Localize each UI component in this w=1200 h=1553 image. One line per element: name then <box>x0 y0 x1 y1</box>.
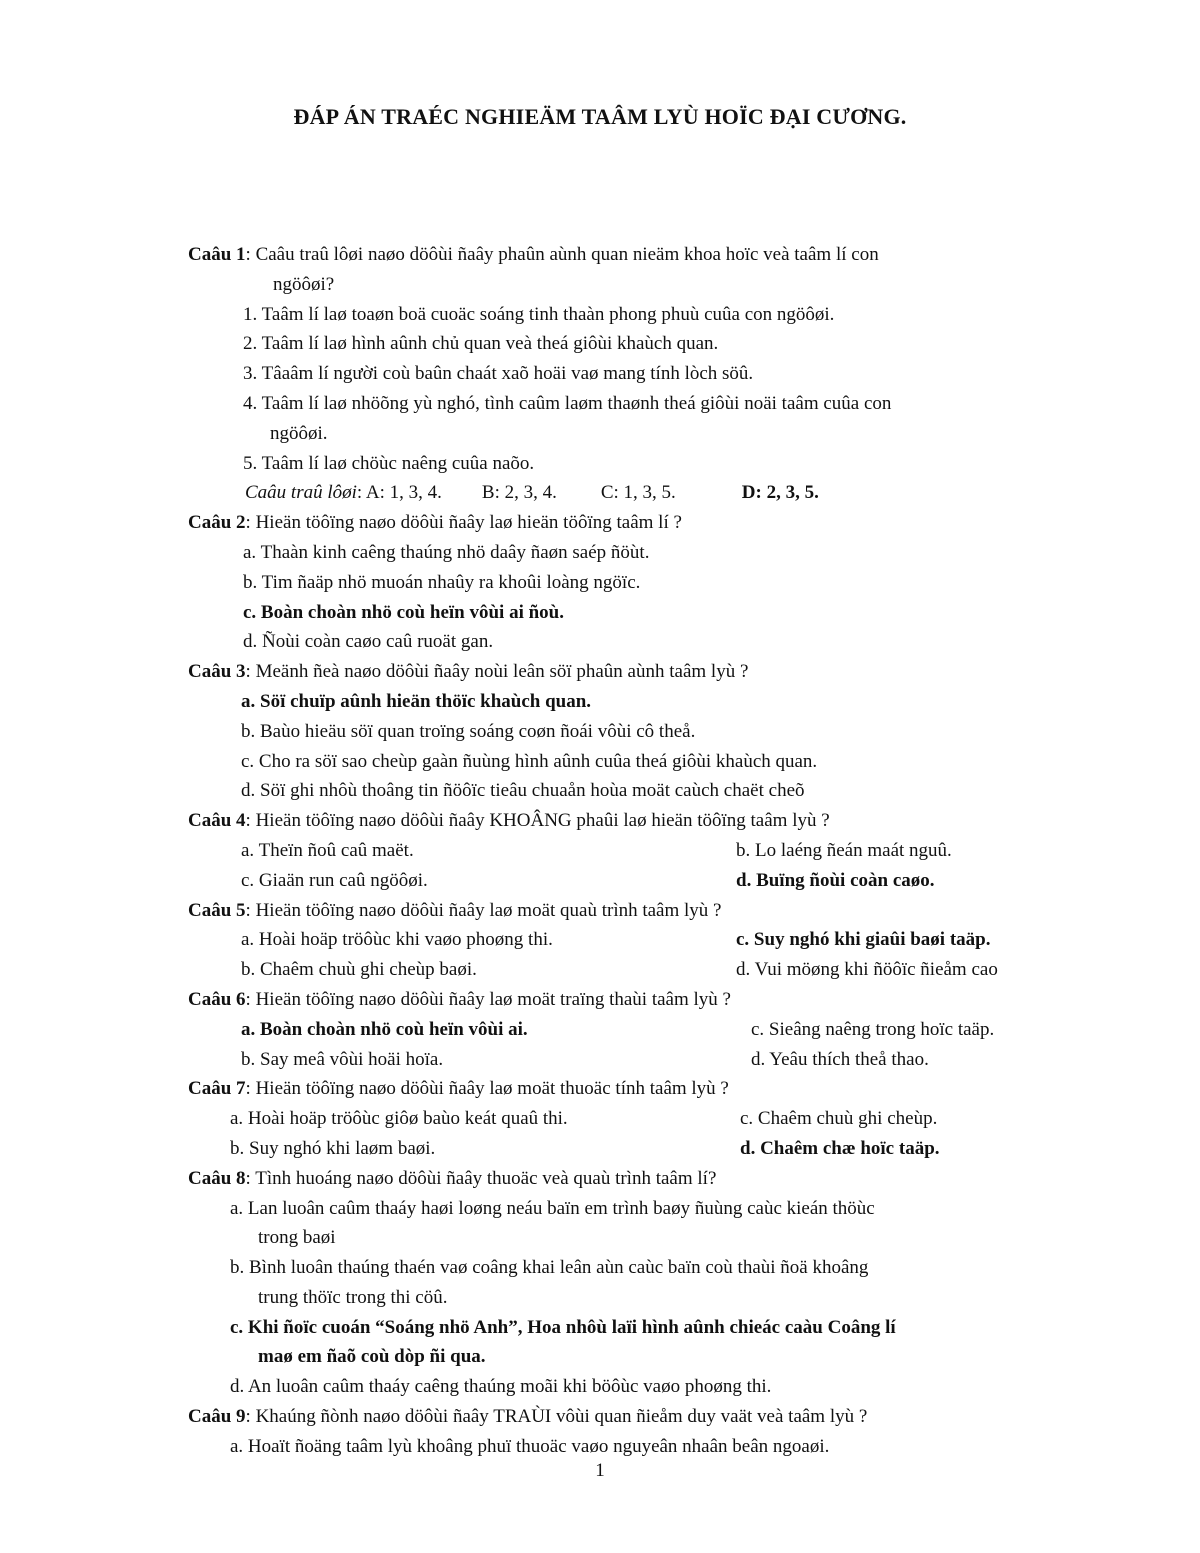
answer-label: Caâu traû lôøi <box>245 482 357 504</box>
statement-4: 4. Taâm lí laø nhöõng yù nghó, tình caûm laøm thaønh theá giôùi noäi taâm cuûa con <box>243 392 892 414</box>
option-a: a. Hoài hoäp tröôùc giôø baùo keát quaû thi. <box>230 1108 568 1130</box>
answer-option-b: B: 2, 3, 4. <box>481 482 557 504</box>
question-9 <box>188 1402 1063 1432</box>
option-b: b. Suy nghó khi laøm baøi. <box>230 1137 436 1159</box>
option-b-continued: trung thöïc trong thi cöû. <box>258 1286 448 1308</box>
option-c: c. Chaêm chuù ghi cheùp. <box>740 1108 938 1130</box>
question-text: : Hieän töôïng naøo döôùi ñaây laø moät quaù trình taâm lyù ? <box>245 899 722 921</box>
question-text: : Hieän töôïng naøo döôùi ñaây KHOÂNG phaûi laø hieän töôïng taâm lyù ? <box>245 810 830 832</box>
options-row-2 <box>188 866 1063 896</box>
option-b: b. Say meâ vôùi hoäi hoïa. <box>241 1048 444 1070</box>
statement-1: 1. Taâm lí laø toaøn boä cuoäc soáng tinh thaàn phong phuù cuûa con ngöôøi. <box>243 303 835 325</box>
options-row-2 <box>188 955 1063 985</box>
question-text: : Hieän töôïng naøo döôùi ñaây laø hieän töôïng taâm lí ? <box>245 512 682 534</box>
option-c-correct: c. Boàn choàn nhö coù heïn vôùi ai ñoù. <box>243 601 564 623</box>
statement-4-continued: ngöôøi. <box>270 422 328 444</box>
option-d: d. An luoân caûm thaáy caêng thaúng moãi khi böôùc vaøo phoøng thi. <box>230 1376 772 1398</box>
option-d: d. Ñoùi coàn caøo caû ruoät gan. <box>243 631 494 653</box>
question-label: Caâu 8 <box>188 1167 246 1189</box>
question-label: Caâu 2 <box>188 512 246 534</box>
question-text: : Khaúng ñònh naøo döôùi ñaây TRAÙI vôùi quan ñieåm duy vaät veà taâm lyù ? <box>245 1406 868 1428</box>
answer-option-c: C: 1, 3, 5. <box>600 482 676 504</box>
options-row-1 <box>188 836 1063 866</box>
option-a-correct: a. Söï chuïp aûnh hieän thöïc khaùch quan. <box>241 690 592 712</box>
question-3 <box>188 657 1063 687</box>
option-a-correct: a. Boàn choàn nhö coù heïn vôùi ai. <box>241 1018 528 1040</box>
answer-row <box>188 478 1063 508</box>
option-a: a. Hoài hoäp tröôùc khi vaøo phoøng thi. <box>241 929 553 951</box>
question-text: : Hieän töôïng naøo döôùi ñaây laø moät traïng thaùi taâm lyù ? <box>245 988 731 1010</box>
question-2 <box>188 508 1063 538</box>
question-8 <box>188 1164 1063 1194</box>
option-c: c. Cho ra söï sao cheùp gaàn ñuùng hình aûnh cuûa theá giôùi khaùch quan. <box>241 750 818 772</box>
question-7 <box>188 1074 1063 1104</box>
option-a: a. Lan luoân caûm thaáy haøi loøng neáu baïn em trình baøy ñuùng caùc kieán thöùc <box>230 1197 875 1219</box>
question-label: Caâu 9 <box>188 1406 246 1428</box>
option-b: b. Tim ñaäp nhö muoán nhaûy ra khoûi loàng ngöïc. <box>243 571 641 593</box>
options-row-1 <box>188 1104 1063 1134</box>
option-c: c. Giaän run caû ngöôøi. <box>241 869 428 891</box>
question-label: Caâu 6 <box>188 988 246 1010</box>
option-b: b. Bình luoân thaúng thaén vaø coâng khai leân aùn caùc baïn coù thaùi ñoä khoâng <box>230 1257 869 1279</box>
option-d-correct: d. Chaêm chæ hoïc taäp. <box>740 1137 940 1159</box>
option-c: c. Sieâng naêng trong hoïc taäp. <box>751 1018 995 1040</box>
options-row-1 <box>188 925 1063 955</box>
option-d-correct: d. Buïng ñoùi coàn caøo. <box>736 869 935 891</box>
question-1 <box>188 240 1063 270</box>
question-text-continued: ngöôøi? <box>273 273 335 295</box>
question-6 <box>188 985 1063 1015</box>
statement-5: 5. Taâm lí laø chöùc naêng cuûa naõo. <box>243 452 535 474</box>
options-row-1 <box>188 1015 1063 1045</box>
answer-option-a: : A: 1, 3, 4. <box>356 482 442 504</box>
option-a: a. Thaàn kinh caêng thaúng nhö daây ñaøn saép ñöùt. <box>243 541 650 563</box>
question-label: Caâu 4 <box>188 810 246 832</box>
page-number: 1 <box>595 1460 605 1481</box>
options-row-2 <box>188 1045 1063 1075</box>
document-title: ĐÁP ÁN TRAÉC NGHIEÄM TAÂM LYÙ HOÏC ĐẠI CƯƠNG. <box>293 104 907 129</box>
option-b: b. Lo laéng ñeán maát nguû. <box>736 839 952 861</box>
option-c-correct: c. Suy nghó khi giaûi baøi taäp. <box>736 929 991 951</box>
question-text: : Caâu traû lôøi naøo döôùi ñaây phaûn aùnh quan nieäm khoa hoïc veà taâm lí con <box>245 244 879 265</box>
question-4 <box>188 806 1063 836</box>
option-d: d. Yeâu thích theå thao. <box>751 1048 929 1070</box>
question-5 <box>188 896 1063 926</box>
question-text: : Tình huoáng naøo döôùi ñaây thuoäc veà quaù trình taâm lí? <box>245 1167 717 1189</box>
question-label: Caâu 5 <box>188 899 246 921</box>
option-c-correct: c. Khi ñoïc cuoán “Soáng nhö Anh”, Hoa nhôù laïi hình aûnh chieác caàu Coâng lí <box>230 1316 896 1338</box>
answer-option-d: D: 2, 3, 5. <box>741 482 819 504</box>
option-a: a. Theïn ñoû caû maët. <box>241 839 414 861</box>
statement-3: 3. Tâaâm lí người coù baûn chaát xaõ hoäi vaø mang tính lòch söû. <box>243 363 754 385</box>
question-label: Caâu 3 <box>188 661 246 683</box>
option-a: a. Hoaït ñoäng taâm lyù khoâng phuï thuoäc vaøo nguyeân nhaân beân ngoaøi. <box>230 1435 830 1457</box>
document-body <box>188 240 1063 1462</box>
question-label: Caâu 7 <box>188 1078 246 1100</box>
option-b: b. Chaêm chuù ghi cheùp baøi. <box>241 959 477 981</box>
option-c-continued: maø em ñaõ coù dòp ñi qua. <box>258 1346 486 1368</box>
question-text: : Meänh ñeà naøo döôùi ñaây noùi leân söï phaûn aùnh taâm lyù ? <box>245 661 749 683</box>
statement-2: 2. Taâm lí laø hình aûnh chủ quan veà theá giôùi khaùch quan. <box>243 333 719 355</box>
option-a-continued: trong baøi <box>258 1227 336 1249</box>
option-b: b. Baùo hieäu söï quan troïng soáng coøn ñoái vôùi cô theå. <box>241 720 696 742</box>
option-d: d. Vui möøng khi ñöôïc ñieåm cao <box>736 959 998 981</box>
question-text: : Hieän töôïng naøo döôùi ñaây laø moät thuoäc tính taâm lyù ? <box>245 1078 729 1100</box>
option-d: d. Söï ghi nhôù thoâng tin ñöôïc tieâu chuaån hoùa moät caùch chaët cheõ <box>241 780 805 802</box>
question-label: Caâu 1 <box>188 244 246 265</box>
options-row-2 <box>188 1134 1063 1164</box>
